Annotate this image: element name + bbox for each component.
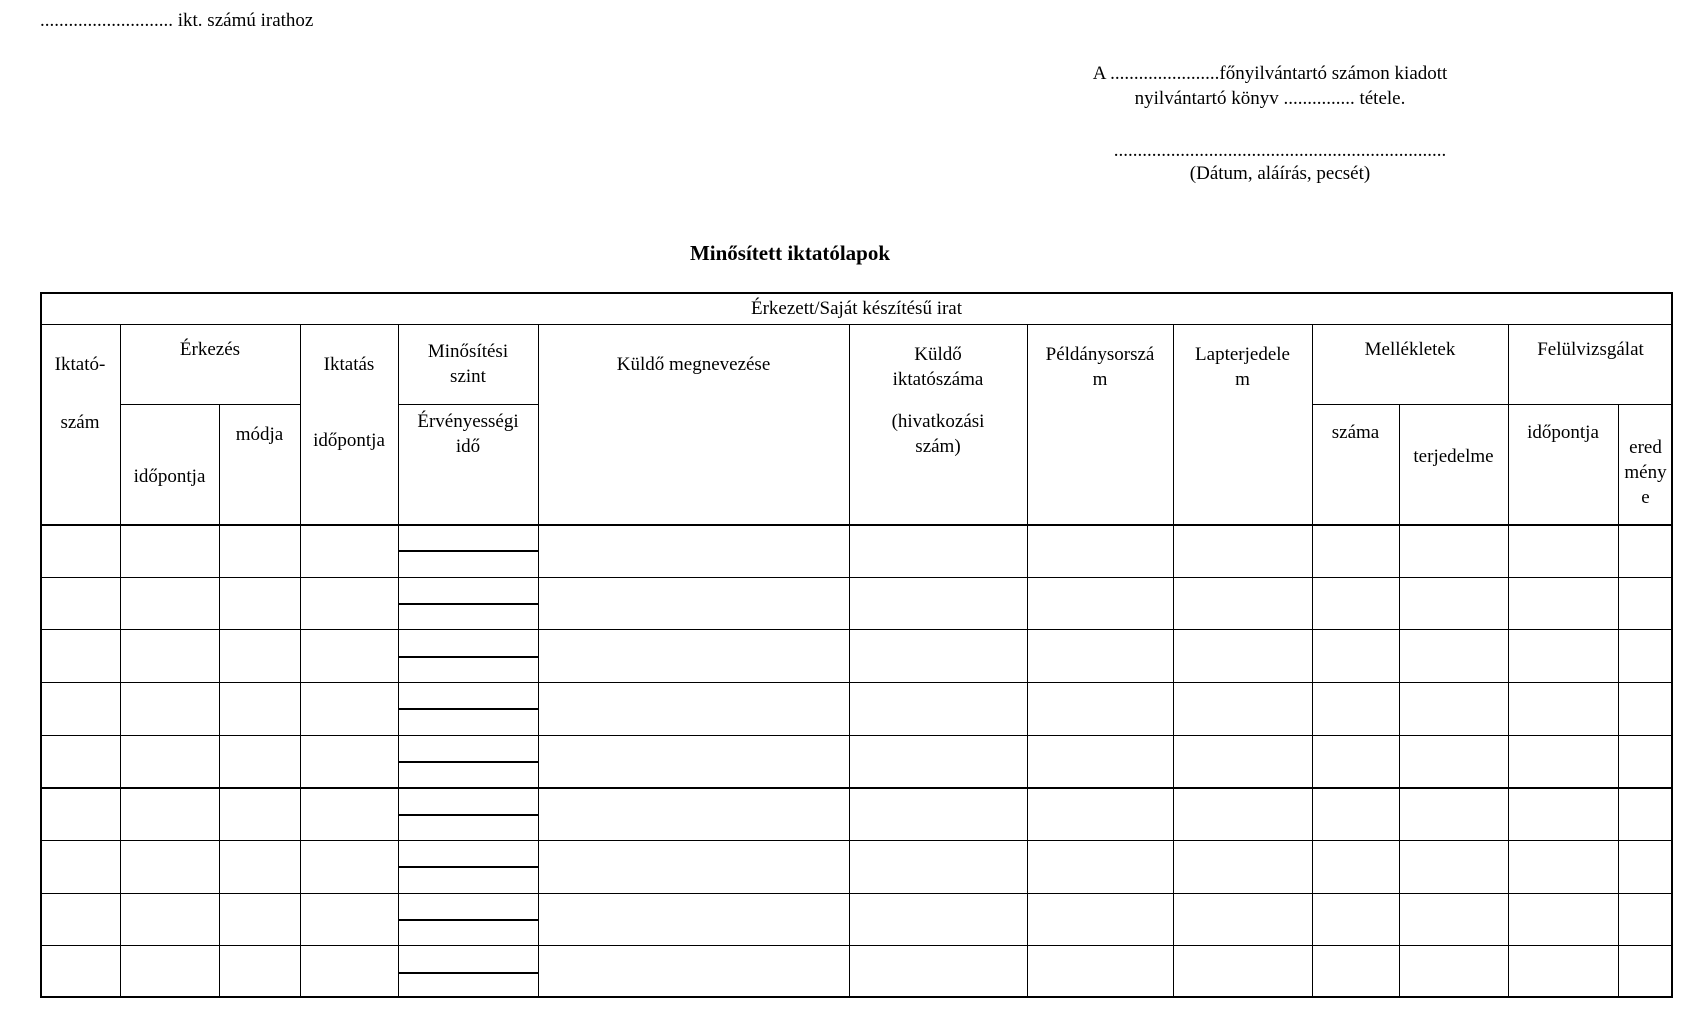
col-kuldo-megnevezese: Küldő megnevezése	[616, 353, 771, 375]
table-cell-split	[398, 656, 538, 658]
col-iktatas: Iktatás	[323, 353, 375, 375]
col-iktato-top: Iktató-	[54, 353, 106, 375]
col-felulvizsgalat: Felülvizsgálat	[1537, 338, 1644, 360]
table-divider	[1173, 324, 1174, 998]
col-mellekletek-terjedelme: terjedelme	[1413, 445, 1494, 467]
table-divider	[219, 404, 220, 998]
issued-line-1: A .......................főnyilvántartó számon kiadott	[1092, 63, 1448, 84]
table-divider	[398, 404, 538, 405]
table-cell-split	[398, 761, 538, 763]
table-divider	[1618, 404, 1619, 998]
col-erkezes: Érkezés	[179, 338, 241, 360]
table-divider	[398, 324, 399, 998]
table-row-divider	[40, 577, 1673, 578]
table-divider	[40, 324, 1673, 325]
col-erkezes-modja: módja	[235, 423, 284, 445]
col-peldanysorszam: Példánysorszá m	[1045, 344, 1155, 390]
table-row-divider	[40, 629, 1673, 630]
col-ervenyessegi-ido: Érvényességi idő	[417, 411, 519, 457]
col-iktato-bottom: szám	[60, 411, 100, 433]
reference-number-line: ............................ ikt. számú irathoz	[40, 10, 314, 31]
table-divider	[849, 324, 850, 998]
table-divider	[1312, 324, 1313, 998]
table-row-divider	[40, 893, 1673, 894]
col-mellekletek-szama: száma	[1331, 421, 1380, 443]
col-erkezes-idopontja: időpontja	[133, 465, 206, 487]
col-iktatas-idopontja: időpontja	[313, 429, 385, 451]
register-table	[40, 292, 1673, 998]
table-divider	[1312, 404, 1673, 405]
table-border-bottom	[40, 996, 1673, 998]
table-cell-split	[398, 972, 538, 974]
page-title: Minősített iktatólapok	[689, 241, 891, 265]
table-cell-split	[398, 919, 538, 921]
issued-line-2: nyilvántartó könyv ............... tétele.	[1134, 88, 1406, 109]
table-cell-split	[398, 708, 538, 710]
col-hivatkozasi-szam: (hivatkozási szám)	[891, 411, 985, 457]
col-lapterjedelem: Lapterjedele m	[1195, 344, 1290, 390]
table-cell-split	[398, 603, 538, 605]
col-mellekletek: Mellékletek	[1364, 338, 1456, 360]
table-row-divider	[40, 735, 1673, 736]
col-kuldo-iktatoszama: Küldő iktatószáma	[892, 344, 984, 390]
col-felulvizsgalat-idopontja: időpontja	[1527, 421, 1599, 443]
table-cell-split	[398, 550, 538, 552]
table-divider	[120, 404, 300, 405]
table-divider	[120, 324, 121, 998]
issued-register-note	[1040, 61, 1500, 111]
signature-label: (Dátum, aláírás, pecsét)	[1189, 163, 1371, 184]
col-minositesi-szint: Minősítési szint	[427, 341, 509, 387]
table-divider	[40, 524, 1673, 526]
table-divider	[1027, 324, 1028, 998]
table-row-divider	[40, 945, 1673, 946]
signature-dotted-line: ......................................................................	[1113, 140, 1447, 161]
table-cell-split	[398, 814, 538, 816]
table-divider	[300, 324, 301, 998]
table-row-divider	[40, 840, 1673, 841]
table-divider	[1508, 324, 1509, 998]
table-row-divider	[40, 682, 1673, 683]
table-border-top	[40, 292, 1673, 294]
table-divider	[538, 324, 539, 998]
table-cell-split	[398, 866, 538, 868]
group-header: Érkezett/Saját készítésű irat	[750, 297, 963, 319]
col-felulvizsgalat-eredmenye: ered mény e	[1624, 436, 1667, 508]
table-divider	[1399, 404, 1400, 998]
table-row-divider	[40, 787, 1673, 789]
